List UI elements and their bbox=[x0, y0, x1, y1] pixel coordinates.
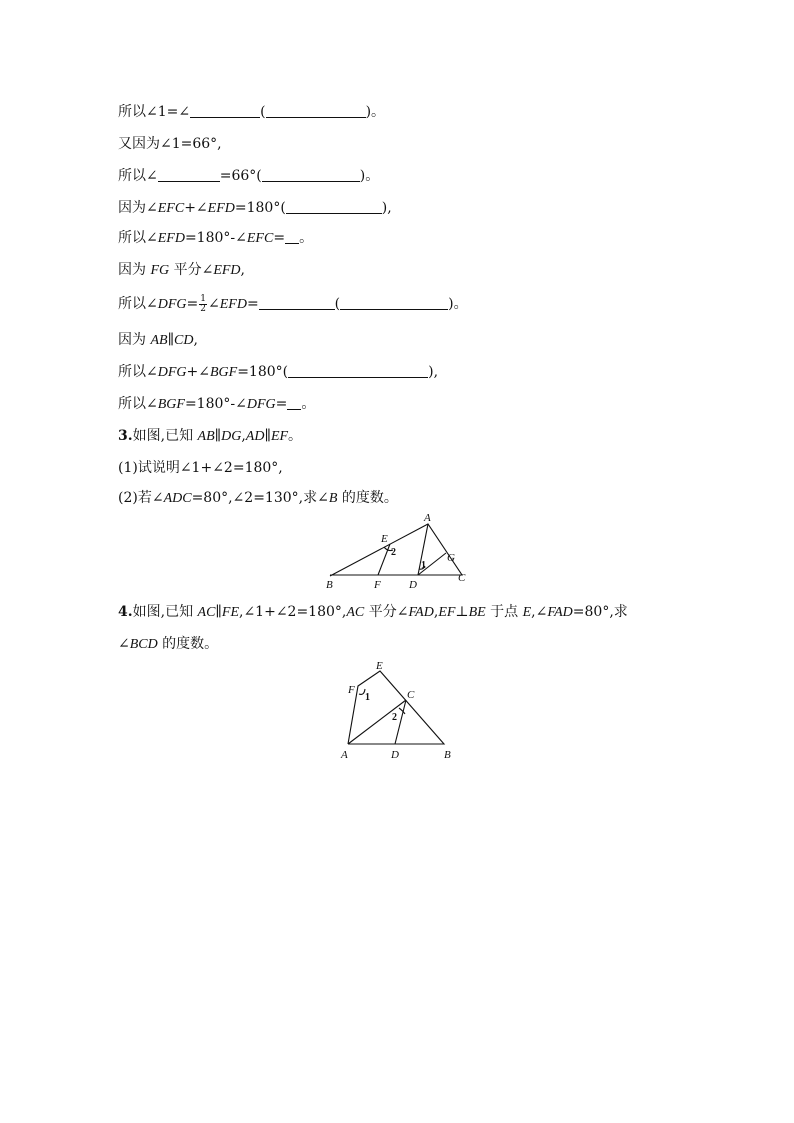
vertex-label-e: E bbox=[376, 660, 383, 672]
reason-blank[interactable] bbox=[340, 295, 448, 310]
denominator: 2 bbox=[200, 303, 206, 314]
text: =180°( bbox=[237, 364, 289, 380]
text: , bbox=[241, 428, 246, 444]
text: (1)试说明∠1+∠2=180°, bbox=[118, 460, 283, 476]
vertex-label-b: B bbox=[444, 749, 451, 761]
text: 又因为∠1=66°, bbox=[118, 136, 222, 152]
angle-label-1: 1 bbox=[421, 560, 426, 571]
line-name: AC bbox=[346, 605, 365, 620]
angle-name: EFC bbox=[246, 231, 274, 246]
text: 。 bbox=[301, 396, 316, 412]
angle-name: BGF bbox=[209, 365, 238, 380]
text: 。 bbox=[299, 230, 314, 246]
proof-line-3 bbox=[118, 166, 379, 186]
line-name: EF bbox=[438, 605, 456, 620]
vertex-label-b: B bbox=[326, 579, 333, 591]
text: , bbox=[193, 332, 198, 348]
line-name: AD bbox=[245, 429, 265, 444]
line-name: FG bbox=[150, 263, 170, 278]
text: ( bbox=[334, 296, 341, 312]
angle-name: ADC bbox=[163, 491, 192, 506]
line-name: AB bbox=[197, 429, 215, 444]
vertex-label-c: C bbox=[458, 572, 466, 584]
text: = bbox=[186, 296, 199, 312]
proof-line-10 bbox=[118, 394, 315, 415]
angle-name: EFD bbox=[157, 231, 185, 246]
text: ), bbox=[381, 200, 392, 216]
angle-label-2: 2 bbox=[391, 547, 396, 558]
vertex-label-e: E bbox=[381, 533, 388, 545]
text: 所以∠ bbox=[118, 230, 158, 246]
text: ∠ bbox=[207, 296, 220, 312]
proof-line-4 bbox=[118, 198, 392, 219]
question-number: 3. bbox=[118, 428, 133, 444]
angle-name: EFD bbox=[213, 263, 241, 278]
text: 所以∠1=∠ bbox=[118, 104, 191, 120]
text: =80°,∠2=130°,求∠ bbox=[191, 490, 329, 506]
proof-line-1 bbox=[118, 102, 385, 122]
angle-name: DFG bbox=[157, 297, 187, 312]
angle-name: DFG bbox=[157, 365, 187, 380]
line-name: AB bbox=[150, 333, 168, 348]
text: = bbox=[273, 230, 286, 246]
text: 平分∠ bbox=[169, 262, 214, 278]
proof-line-9 bbox=[118, 362, 438, 383]
text: 所以∠ bbox=[118, 364, 158, 380]
reason-blank[interactable] bbox=[266, 103, 366, 118]
numerator: 1 bbox=[200, 293, 206, 304]
proof-line-2 bbox=[118, 134, 222, 154]
vertex-label-d: D bbox=[409, 579, 417, 591]
segment-ac bbox=[348, 700, 406, 744]
line-name: BE bbox=[468, 605, 486, 620]
text: )。 bbox=[365, 104, 386, 120]
q3-stem bbox=[118, 426, 302, 447]
angle-name: FAD bbox=[408, 605, 434, 620]
text: =180°-∠ bbox=[184, 230, 247, 246]
segment-ef bbox=[378, 544, 390, 575]
text: = bbox=[246, 296, 259, 312]
text: =180°( bbox=[234, 200, 286, 216]
text: (2)若∠ bbox=[118, 490, 164, 506]
angle-name: EFD bbox=[207, 201, 235, 216]
reason-blank[interactable] bbox=[286, 199, 382, 214]
proof-line-8 bbox=[118, 330, 198, 351]
text: 。 bbox=[288, 428, 303, 444]
text: ,∠1+∠2=180°, bbox=[239, 604, 347, 620]
angle-name: EFD bbox=[219, 297, 247, 312]
angle-name: BGF bbox=[157, 397, 185, 412]
question-number: 4. bbox=[118, 604, 133, 620]
vertex-label-a: A bbox=[424, 512, 431, 524]
proof-line-6 bbox=[118, 260, 245, 281]
q4-stem bbox=[118, 602, 628, 623]
vertex-label-f: F bbox=[374, 579, 381, 591]
text: )。 bbox=[359, 168, 380, 184]
q3-part-1 bbox=[118, 458, 283, 478]
text: 因为 bbox=[118, 262, 151, 278]
answer-blank[interactable] bbox=[287, 395, 301, 410]
answer-blank[interactable] bbox=[285, 229, 299, 244]
line-name: AC bbox=[197, 605, 216, 620]
text: , bbox=[240, 262, 245, 278]
angle-label-1: 1 bbox=[365, 692, 370, 703]
text: 因为 bbox=[118, 332, 151, 348]
reason-blank[interactable] bbox=[262, 167, 360, 182]
text: =66°( bbox=[219, 168, 262, 184]
text: ,∠ bbox=[531, 604, 548, 620]
parallel-symbol: ∥ bbox=[167, 332, 175, 348]
text: )。 bbox=[448, 296, 468, 312]
parallel-symbol: ∥ bbox=[215, 604, 222, 620]
angle-name: FAD bbox=[547, 605, 573, 620]
text: 所以∠ bbox=[118, 168, 158, 184]
text: 平分∠ bbox=[364, 604, 409, 620]
text: 因为∠ bbox=[118, 200, 158, 216]
text: 的度数。 bbox=[337, 490, 398, 506]
parallel-symbol: ∥ bbox=[264, 428, 271, 444]
reason-blank[interactable] bbox=[288, 363, 428, 378]
vertex-label-c: C bbox=[407, 689, 415, 701]
parallel-symbol: ∥ bbox=[214, 428, 222, 444]
text: 如图,已知 bbox=[132, 428, 198, 444]
text: , bbox=[433, 604, 439, 620]
answer-blank[interactable] bbox=[158, 167, 220, 182]
angle-name: B bbox=[328, 491, 338, 506]
point-name: E bbox=[522, 605, 532, 620]
line-name: EF bbox=[270, 429, 289, 444]
text: 所以∠ bbox=[118, 296, 158, 312]
angle-name: DFG bbox=[246, 397, 276, 412]
q4-stem-line-2 bbox=[118, 634, 218, 655]
figure-q3 bbox=[320, 510, 480, 592]
text: 于点 bbox=[485, 604, 523, 620]
proof-line-5 bbox=[118, 228, 313, 249]
vertex-label-d: D bbox=[391, 749, 399, 761]
text: +∠ bbox=[184, 200, 208, 216]
q3-part-2 bbox=[118, 488, 398, 509]
text: 所以∠ bbox=[118, 396, 158, 412]
perpendicular-symbol: ⊥ bbox=[455, 604, 469, 620]
proof-line-7 bbox=[118, 294, 468, 315]
text: ∠ bbox=[118, 636, 130, 652]
vertex-label-g: G bbox=[447, 552, 455, 564]
figure-q4 bbox=[336, 656, 460, 764]
angle-label-2: 2 bbox=[392, 712, 397, 723]
text: =180°-∠ bbox=[184, 396, 247, 412]
answer-blank[interactable] bbox=[259, 295, 335, 310]
text: ), bbox=[428, 364, 439, 380]
text: =80°,求 bbox=[572, 604, 628, 620]
text: 的度数。 bbox=[157, 636, 219, 652]
text: ( bbox=[260, 104, 266, 120]
text: 如图,已知 bbox=[132, 604, 198, 620]
vertex-label-a: A bbox=[341, 749, 348, 761]
triangle-abc bbox=[330, 524, 462, 576]
line-name: CD bbox=[174, 333, 194, 348]
line-name: FE bbox=[221, 605, 239, 620]
text: +∠ bbox=[186, 364, 210, 380]
fraction-half bbox=[199, 295, 207, 314]
angle-name: BCD bbox=[129, 637, 158, 652]
line-name: DG bbox=[221, 429, 242, 444]
vertex-label-f: F bbox=[348, 684, 355, 696]
answer-blank[interactable] bbox=[190, 103, 260, 118]
angle-name: EFC bbox=[157, 201, 185, 216]
text: = bbox=[275, 396, 288, 412]
